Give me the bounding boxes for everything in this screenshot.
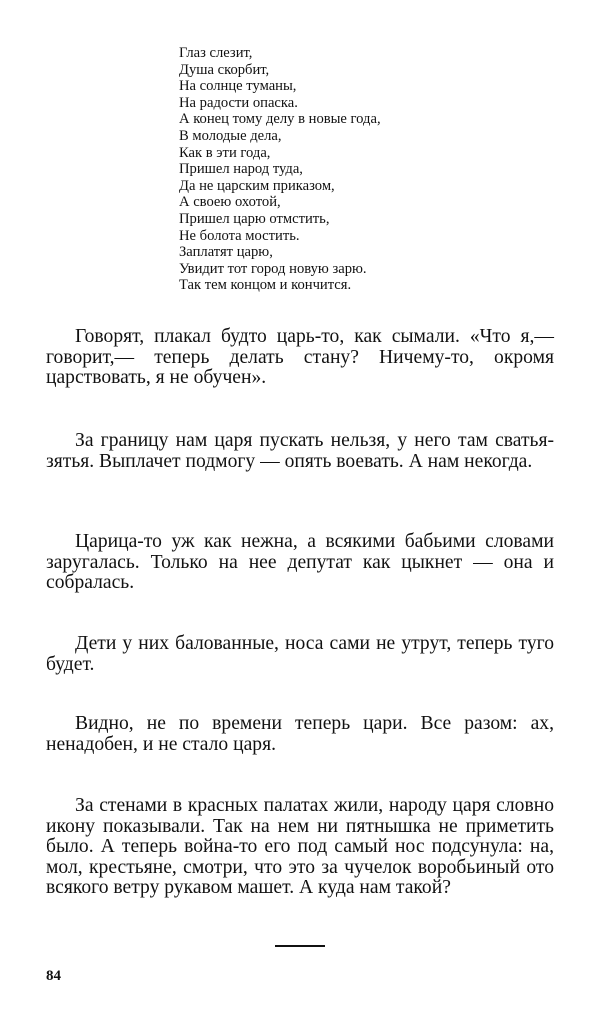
- verse-line: Увидит тот город новую зарю.: [179, 260, 367, 277]
- verse-line: На радости опаска.: [179, 94, 298, 111]
- verse-line: А конец тому делу в новые года,: [179, 111, 381, 128]
- verse-line: Глаз слезит,: [179, 45, 253, 61]
- section-divider: [275, 945, 325, 947]
- verse-line: А своею охотой,: [179, 194, 281, 211]
- verse-line: На солнце туманы,: [179, 78, 297, 95]
- paragraph: За стенами в красных палатах жили, народу царя словно икону показывали. Так на нем ни пятнышка не приметить было. А теперь война-то его под самый нос подсунула: на, мол, крестьяне, смотри, что это за чучелок воробьиный ото всякого ветру рукавом машет. А куда нам такой?: [46, 795, 554, 899]
- verse-line: Пришел народ туда,: [179, 161, 303, 178]
- paragraph: За границу нам царя пускать нельзя, у него там сватья-зятья. Выплачет подмогу — опять воевать. А нам некогда.: [46, 430, 554, 472]
- verse-line: Душа скорбит,: [179, 61, 270, 78]
- paragraph: Дети у них балованные, носа сами не утрут, теперь туго будет.: [46, 633, 554, 675]
- paragraph: Видно, не по времени теперь цари. Все разом: ах, ненадобен, и не стало царя.: [46, 713, 554, 755]
- verse-line: Заплатят царю,: [179, 244, 273, 261]
- verse-line: Не болота мостить.: [179, 227, 300, 244]
- verse-line: Так тем концом и кончится.: [179, 277, 352, 294]
- verse-line: Пришел царю отмстить,: [179, 210, 330, 227]
- paragraph: Говорят, плакал будто царь-то, как сымали. «Что я,— говорит,— теперь делать стану? Ничему-то, окромя царствовать, я не обучен».: [46, 326, 554, 389]
- verse-line: Да не царским приказом,: [179, 177, 335, 194]
- paragraph: Царица-то уж как нежна, а всякими бабьими словами заругалась. Только на нее депутат как цыкнет — она и собралась.: [46, 531, 554, 594]
- page-number: 84: [46, 968, 61, 984]
- verse-line: Как в эти года,: [179, 144, 271, 161]
- verse-line: В молодые дела,: [179, 127, 282, 144]
- verse-block: [179, 45, 479, 294]
